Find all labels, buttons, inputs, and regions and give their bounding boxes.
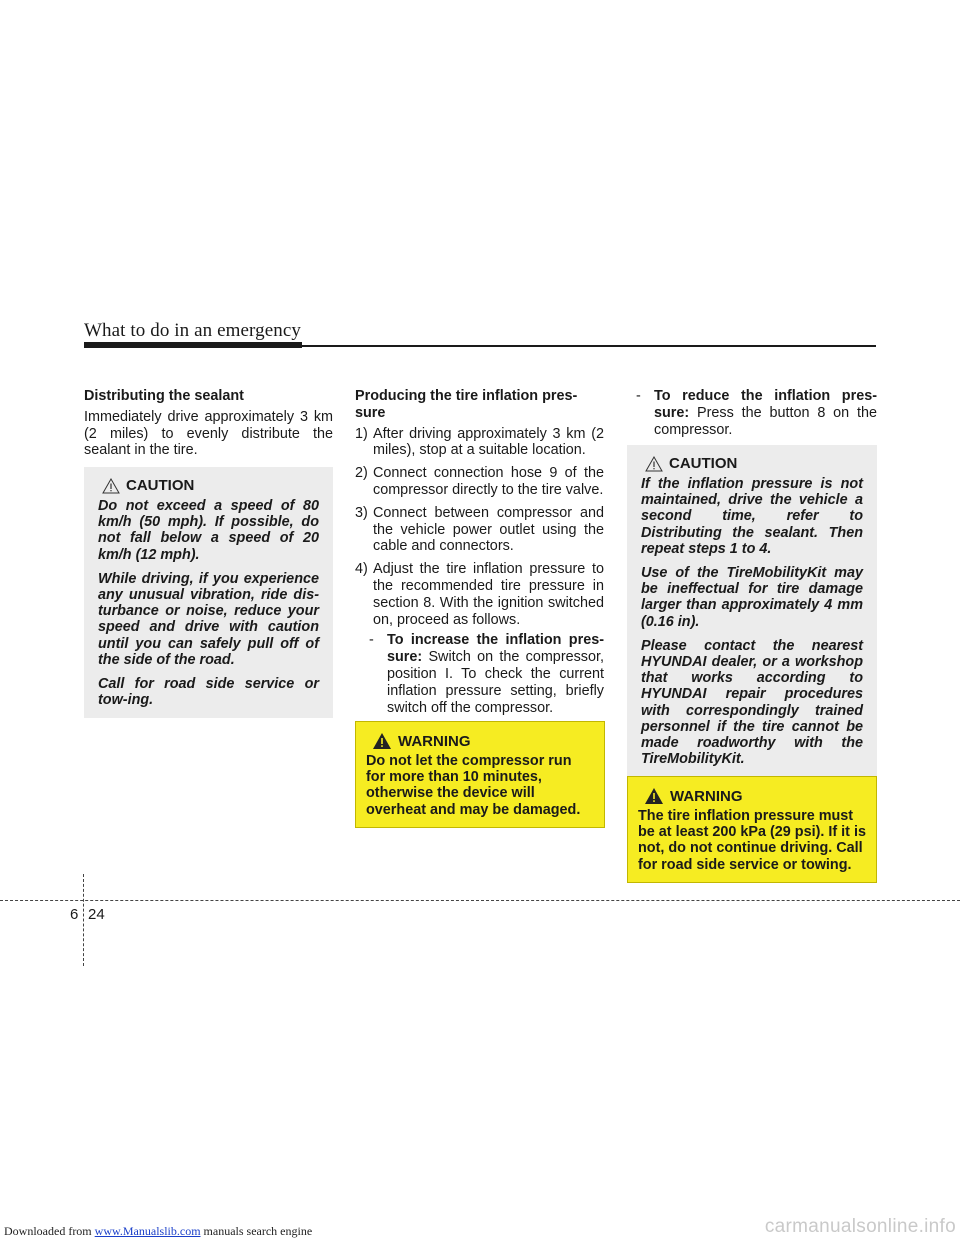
warning-body: The tire inflation pressure must be at least 200 kPa (29 psi). If it is not, do not continue driving. Call for road side service or towing. (638, 808, 866, 873)
footer-vertical-dotted-rule (83, 874, 84, 966)
warning-box-minimum-pressure (627, 776, 877, 883)
warning-triangle-icon (372, 732, 392, 750)
middle-column (355, 388, 604, 716)
list-item: 3) Connect between compressor and the vehicle power outlet using the cable and connectors. (355, 504, 604, 555)
warning-title: WARNING (670, 787, 743, 805)
watermark: carmanualsonline.info (764, 1216, 956, 1237)
increase-lead: To increase the inflation pres-sure: (387, 632, 604, 666)
caution-header (102, 477, 323, 494)
right-column (628, 388, 877, 438)
caution-paragraph: While driving, if you experience any unusual vibration, ride dis-turbance or noise, reduce your speed and drive with caution until you can safely pull off of the side of the road. (98, 570, 319, 668)
warning-triangle-icon (644, 787, 664, 805)
section-header-title: What to do in an emergency (84, 320, 301, 341)
manualslib-link[interactable]: www.Manualslib.com (94, 1224, 201, 1238)
list-item: 1) After driving approximately 3 km (2 miles), stop at a suitable location. (355, 425, 604, 459)
page-number: 24 (88, 906, 105, 923)
reduce-lead: To reduce the inflation pres-sure: (654, 388, 877, 421)
increase-pressure-item: - To increase the inflation pres-sure: Switch on the compressor, position I. To check the current inflation pressure setting, briefly switch off the compressor. (369, 632, 604, 716)
caution-triangle-icon (645, 456, 663, 472)
footer-dotted-rule (0, 900, 960, 901)
caution-paragraph: Please contact the nearest HYUNDAI dealer, or a workshop that works according to HYUNDAI repair procedures with correspondingly trained personnel if the tire cannot be made roadworthy with the TireMobilityKit. (641, 637, 863, 768)
caution-body (94, 498, 323, 708)
page-section-number: 6 (70, 906, 79, 923)
warning-title: WARNING (398, 732, 471, 750)
list-item: 4) Adjust the tire inflation pressure to the recommended tire pressure in section 8. With the ignition switched on, proceed as follows. (355, 561, 604, 628)
distributing-body: Immediately drive approximately 3 km (2 miles) to evenly distribute the sealant in the tire. (84, 408, 333, 459)
caution-header (645, 455, 867, 472)
caution-title: CAUTION (669, 455, 738, 472)
warning-header (372, 732, 594, 750)
caution-paragraph: Do not exceed a speed of 80 km/h (50 mph). If possible, do not fall below a speed of 20 km/h (12 mph). (98, 498, 319, 563)
left-column (84, 388, 333, 459)
increase-text: Switch on the compressor, position I. To check the current inflation pressure setting, briefly switch off the compressor. (387, 649, 604, 716)
caution-triangle-icon (102, 478, 120, 494)
download-note: Downloaded from www.Manualslib.com manuals search engine (4, 1224, 313, 1238)
distributing-heading: Distributing the sealant (84, 388, 244, 404)
caution-box-pressure (627, 445, 877, 777)
warning-header (644, 787, 866, 805)
warning-box-compressor (355, 721, 605, 828)
reduce-text: Press the button 8 on the compressor. (654, 404, 877, 438)
warning-body: Do not let the compressor run for more than 10 minutes, otherwise the device will overheat and may be damaged. (366, 753, 581, 818)
header-rule-accent (84, 342, 302, 348)
caution-box-speed (84, 467, 333, 718)
caution-title: CAUTION (126, 477, 195, 494)
list-item: 2) Connect connection hose 9 of the compressor directly to the tire valve. (355, 465, 604, 498)
caution-paragraph: Call for road side service or tow-ing. (98, 676, 319, 709)
caution-paragraph: Use of the TireMobilityKit may be ineffectual for tire damage larger than approximately 4 mm (0.16 in). (641, 565, 863, 630)
caution-paragraph: If the inflation pressure is not maintained, drive the vehicle a second time, refer to Distributing the sealant. Then repeat steps 1 to 4. (641, 476, 863, 557)
caution-body (637, 476, 867, 767)
producing-heading: Producing the tire inflation pres-sure (355, 388, 578, 421)
reduce-pressure-item: - To reduce the inflation pres-sure: Press the button 8 on the compressor. (636, 388, 877, 438)
steps-list (355, 426, 604, 717)
